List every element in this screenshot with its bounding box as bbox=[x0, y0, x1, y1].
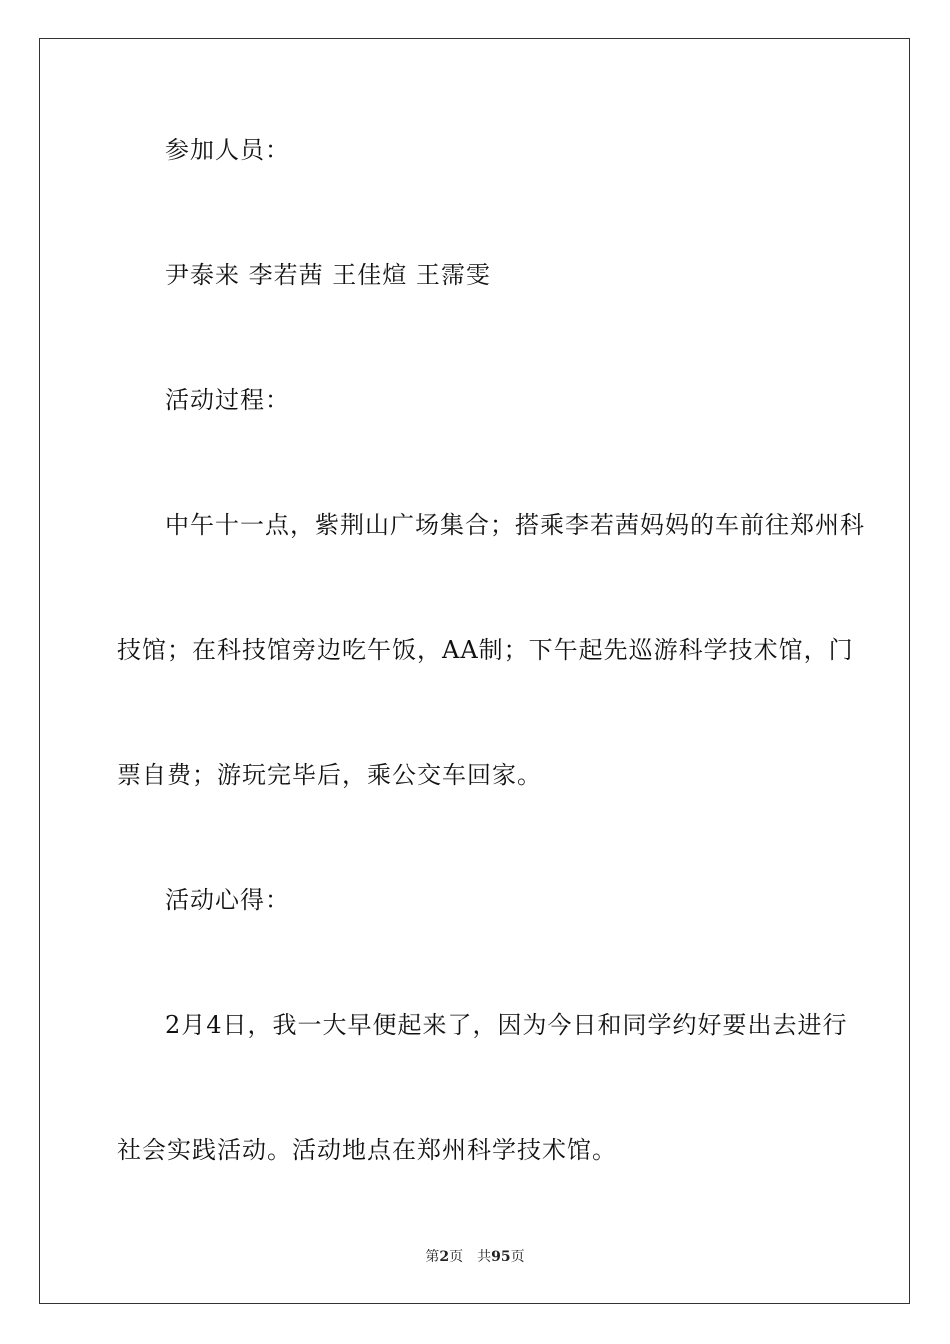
page-suffix: 页 bbox=[449, 1249, 464, 1265]
total-pages-number: 95 bbox=[491, 1249, 511, 1265]
page-frame bbox=[39, 38, 910, 1304]
process-paragraph-line-1: 中午十一点，紫荆山广场集合；搭乘李若茜妈妈的车前往郑州科 bbox=[165, 511, 865, 539]
heading-reflection: 活动心得： bbox=[165, 886, 290, 914]
page-prefix: 第 bbox=[425, 1249, 440, 1265]
current-page-number: 2 bbox=[439, 1249, 450, 1265]
heading-participants: 参加人员： bbox=[165, 136, 290, 164]
total-suffix: 页 bbox=[510, 1249, 525, 1265]
process-paragraph-line-2: 技馆；在科技馆旁边吃午饭，AA制；下午起先巡游科学技术馆，门 bbox=[117, 636, 854, 664]
heading-process: 活动过程： bbox=[165, 386, 290, 414]
reflection-paragraph-line-2: 社会实践活动。活动地点在郑州科学技术馆。 bbox=[117, 1136, 617, 1164]
participants-list: 尹泰来 李若茜 王佳煊 王霈雯 bbox=[165, 261, 491, 289]
total-prefix: 共 bbox=[477, 1249, 492, 1265]
reflection-paragraph-line-1: 2月4日，我一大早便起来了，因为今日和同学约好要出去进行 bbox=[165, 1011, 848, 1039]
process-paragraph-line-3: 票自费；游玩完毕后，乘公交车回家。 bbox=[117, 761, 542, 789]
page-footer bbox=[0, 1248, 950, 1266]
